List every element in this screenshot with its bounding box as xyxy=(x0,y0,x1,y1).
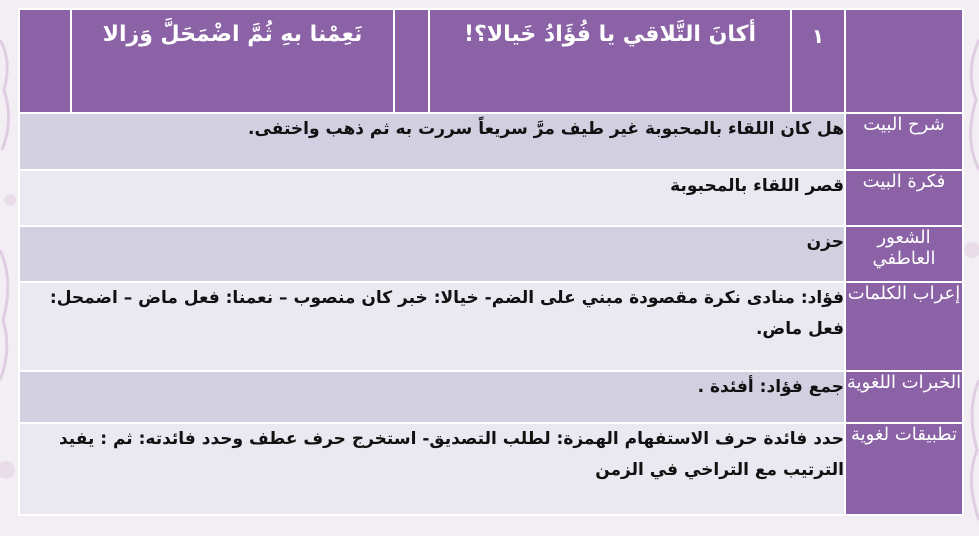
second-hemistich: نَعِمْنا بهِ ثُمَّ اضْمَحَلَّ وَزالا xyxy=(102,22,363,47)
row-label-explanation: شرح البيت xyxy=(845,113,963,170)
table-row xyxy=(19,170,963,226)
row-label-applications: تطبيقات لغوية xyxy=(845,423,963,515)
verse-number: ١ xyxy=(811,24,825,48)
table-row xyxy=(19,282,963,371)
verse-empty-cell xyxy=(19,9,71,113)
row-label-parsing: إعراب الكلمات xyxy=(845,282,963,371)
row-value-linguistic: جمع فؤاد: أفئدة . xyxy=(19,371,845,423)
verse-divider-cell xyxy=(394,9,429,113)
row-value-idea: قصر اللقاء بالمحبوبة xyxy=(19,170,845,226)
first-hemistich-cell xyxy=(429,9,791,113)
row-value-applications: حدد فائدة حرف الاستفهام الهمزة: لطلب التصديق- استخرج حرف عطف وحدد فائدته: ثم : يفيد الترتيب مع التراخي في الزمن xyxy=(19,423,845,515)
row-value-explanation: هل كان اللقاء بالمحبوبة غير طيف مرَّ سريعاً سررت به ثم ذهب واختفى. xyxy=(19,113,845,170)
first-hemistich: أكانَ التَّلاقي يا فُؤَادُ خَيالا؟! xyxy=(464,22,756,47)
table-row xyxy=(19,371,963,423)
verse-number-cell xyxy=(791,9,845,113)
verse-label-empty-cell xyxy=(845,9,963,113)
row-label-linguistic: الخبرات اللغوية xyxy=(845,371,963,423)
row-label-idea: فكرة البيت xyxy=(845,170,963,226)
table-row xyxy=(19,113,963,170)
table-row xyxy=(19,226,963,282)
verse-row xyxy=(19,9,963,113)
row-label-emotion: الشعور العاطفي xyxy=(845,226,963,282)
row-value-parsing: فؤاد: منادى نكرة مقصودة مبني على الضم- خيالا: خبر كان منصوب – نعمنا: فعل ماض – اضمحل: فعل ماض. xyxy=(19,282,845,371)
row-value-emotion: حزن xyxy=(19,226,845,282)
second-hemistich-cell xyxy=(71,9,394,113)
table-row xyxy=(19,423,963,515)
poem-analysis-table xyxy=(18,8,964,516)
